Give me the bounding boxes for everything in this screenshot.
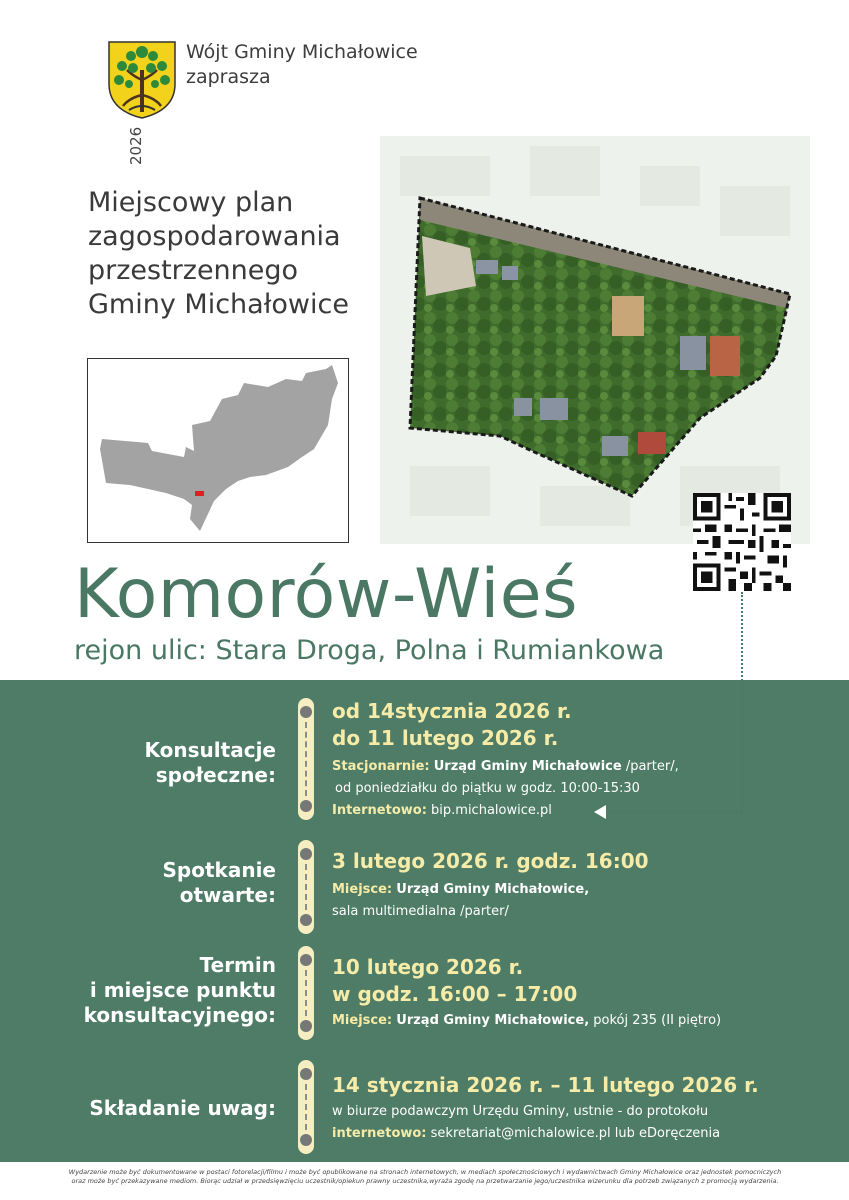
- plan-title-line-3: przestrzennego: [88, 255, 299, 286]
- plan-title-line-1: Miejscowy plan: [88, 187, 294, 218]
- date-headline: 3 lutego 2026 r. godz. 16:00: [332, 849, 649, 873]
- timeline-dash: [305, 970, 309, 1016]
- footer-line: Wydarzenie może być dokumentowane w postaci fotorelacji/filmu i może być opublikowane na stronach internetowych, w mediach społecznościowych i wydawnictwach Gminy Michałowice oraz jednostek pomocniczych: [68, 1168, 782, 1176]
- qr-code-icon[interactable]: [693, 493, 791, 591]
- info-line: [332, 778, 679, 800]
- label-line: otwarte:: [179, 883, 276, 907]
- info-rest: sala multimedialna /parter/: [332, 904, 509, 919]
- year-label: 2026: [127, 126, 145, 166]
- label-line: Składanie uwag:: [89, 1096, 276, 1120]
- info-line: [332, 800, 679, 822]
- coat-of-arms-logo: [107, 40, 177, 120]
- timeline-dot-icon: [300, 1068, 312, 1080]
- timeline-rail: [298, 698, 314, 820]
- host-text: [186, 40, 418, 90]
- info-line: [332, 756, 679, 778]
- label-line: Termin: [199, 953, 276, 977]
- footer-line: oraz może być przekazywane mediom. Biorąc udział w przedsięwzięciu uczestnik/opiekun prawny uczestnika,wyraża zgodę na przetwarzanie jego/uczestnika wizerunku dla potrzeb związanych z promocją wydarzenia.: [71, 1177, 779, 1185]
- info-line: [332, 901, 649, 923]
- timeline-dash: [305, 864, 309, 910]
- timeline-rail: [298, 840, 314, 934]
- section-content-open-meeting: [332, 848, 649, 923]
- timeline-rail: [298, 946, 314, 1040]
- info-key: Internetowo:: [332, 803, 427, 818]
- timeline-dash: [305, 722, 309, 796]
- place-name: Komorów-Wieś: [74, 555, 579, 634]
- location-inset-map: [87, 358, 349, 543]
- info-rest: /parter/,: [621, 759, 679, 774]
- commune-shape: [88, 359, 348, 542]
- website-link[interactable]: bip.michalowice.pl: [426, 803, 552, 818]
- section-label-open-meeting: [14, 858, 276, 908]
- plan-title-line-4: Gminy Michałowice: [88, 289, 349, 320]
- section-label-consultations: [14, 738, 276, 788]
- timeline-dot-icon: [300, 848, 312, 860]
- info-line: [332, 879, 649, 901]
- timeline-dot-icon: [300, 914, 312, 926]
- label-line: i miejsce punktu: [89, 978, 276, 1002]
- label-line: społeczne:: [155, 763, 276, 787]
- timeline-rail: [298, 1060, 314, 1154]
- info-rest: pokój 235 (II piętro): [589, 1013, 722, 1028]
- info-line: [332, 1010, 721, 1032]
- section-content-consultation-point: [332, 954, 721, 1032]
- plan-title: [88, 186, 378, 322]
- timeline-dot-icon: [300, 1020, 312, 1032]
- timeline-dot-icon: [300, 954, 312, 966]
- info-rest: od poniedziałku do piątku w godz. 10:00-15:30: [335, 781, 640, 796]
- streets-subtitle: rejon ulic: Stara Droga, Polna i Rumiankowa: [74, 635, 665, 666]
- info-key: Miejsce:: [332, 1013, 393, 1028]
- plan-title-line-2: zagospodarowania: [88, 221, 341, 252]
- plan-area-marker: [195, 491, 204, 496]
- info-line: [332, 1101, 759, 1123]
- qr-connector-line: [741, 592, 745, 812]
- timeline-dot-icon: [300, 1134, 312, 1146]
- info-bold: Urząd Gminy Michałowice,: [396, 1013, 590, 1028]
- label-line: Konsultacje: [144, 738, 276, 762]
- date-headline: do 11 lutego 2026 r.: [332, 726, 559, 750]
- host-line-1: Wójt Gminy Michałowice: [186, 41, 418, 63]
- timeline-dot-icon: [300, 800, 312, 812]
- section-content-consultations: [332, 698, 679, 822]
- section-label-submitting-remarks: [14, 1096, 276, 1121]
- date-headline: w godz. 16:00 – 17:00: [332, 982, 578, 1006]
- footer-disclaimer: [30, 1168, 820, 1186]
- info-bold: Urząd Gminy Michałowice: [433, 759, 622, 774]
- email-link[interactable]: sekretariat@michalowice.pl lub eDoręczenia: [426, 1126, 721, 1141]
- section-content-submitting-remarks: [332, 1072, 759, 1145]
- label-line: konsultacyjnego:: [83, 1003, 276, 1027]
- date-headline: 10 lutego 2026 r.: [332, 955, 524, 979]
- info-rest: w biurze podawczym Urzędu Gminy, ustnie - do protokołu: [332, 1104, 709, 1119]
- info-key: Miejsce:: [332, 882, 393, 897]
- date-headline: od 14stycznia 2026 r.: [332, 699, 572, 723]
- info-bold: Urząd Gminy Michałowice,: [396, 882, 590, 897]
- info-key: Stacjonarnie:: [332, 759, 430, 774]
- label-line: Spotkanie: [162, 858, 276, 882]
- timeline-dash: [305, 1084, 309, 1130]
- timeline-dot-icon: [300, 706, 312, 718]
- info-key: internetowo:: [332, 1126, 427, 1141]
- section-label-consultation-point: [14, 953, 276, 1028]
- aerial-plan-photo: [380, 136, 810, 544]
- host-line-2: zaprasza: [186, 66, 271, 88]
- info-line: [332, 1123, 759, 1145]
- date-headline: 14 stycznia 2026 r. – 11 lutego 2026 r.: [332, 1073, 759, 1097]
